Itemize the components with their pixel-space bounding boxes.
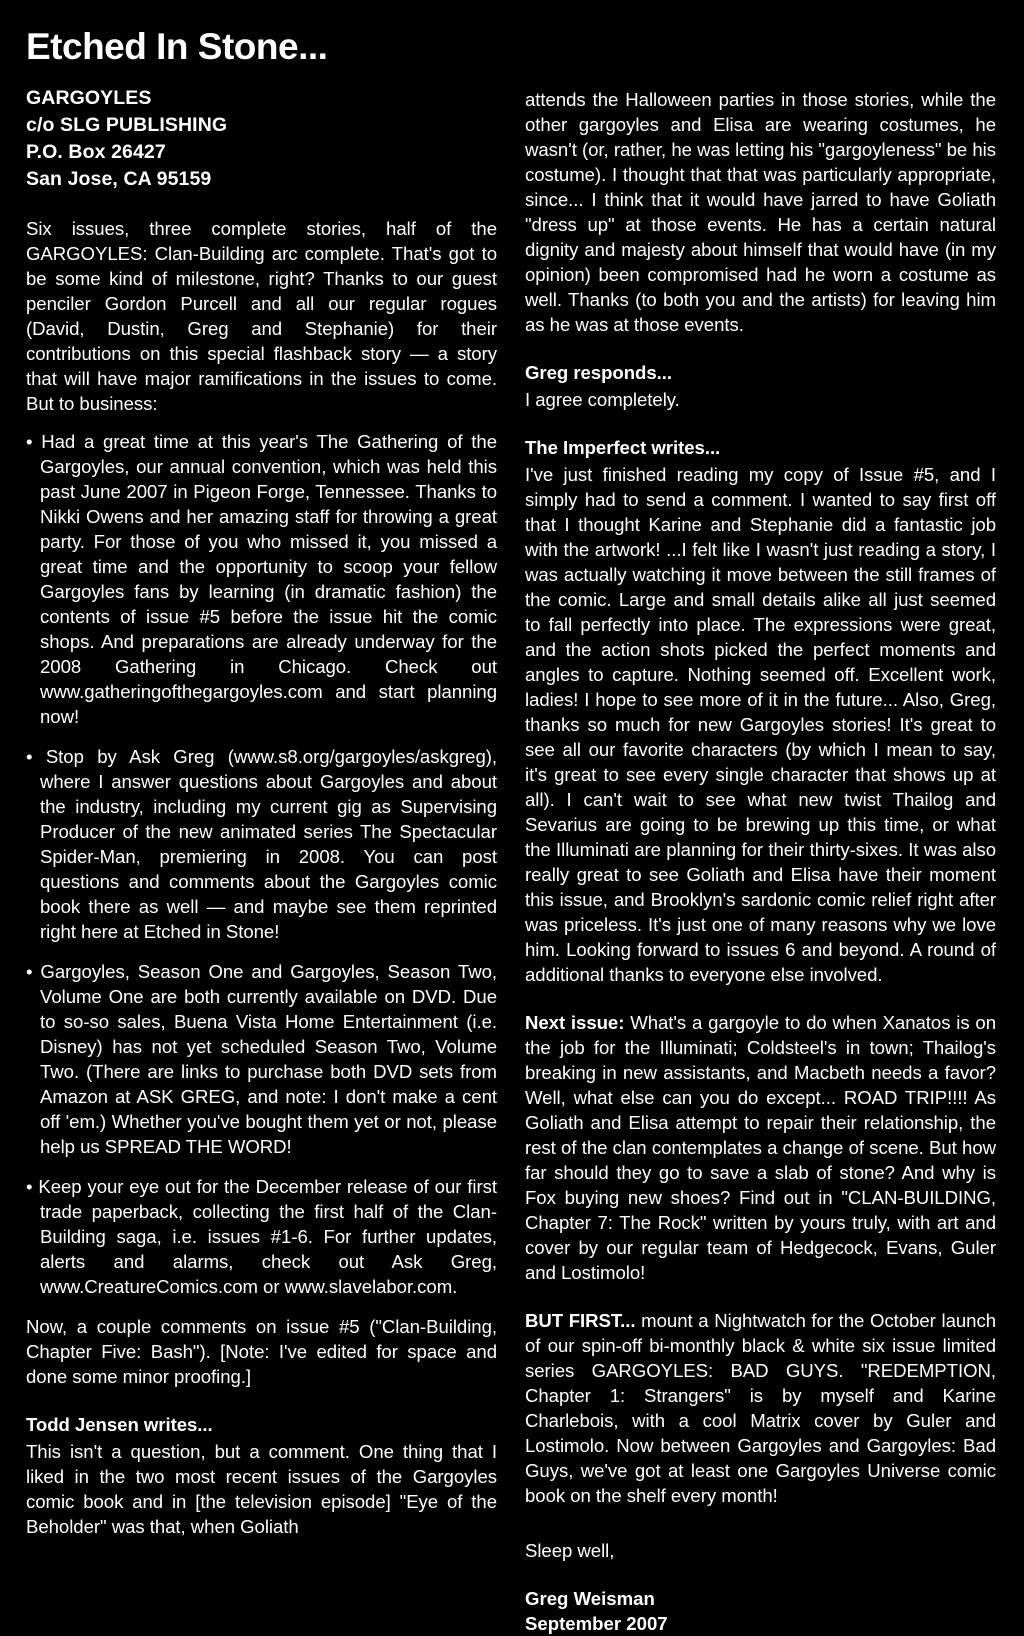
signature-block xyxy=(525,1586,996,1636)
spacer xyxy=(525,350,996,360)
but-first-lead: BUT FIRST... xyxy=(525,1309,636,1331)
intro-paragraph: Six issues, three complete stories, half of the GARGOYLES: Clan-Building arc complete. That's got to be some kind of milestone, right? Thanks to our guest penciler Gordon Purcell and all our regular rogues (David, Dustin, Greg and Stephanie) for their contributions on this special flashback story — a story that will have major ramifications in the issues to come. But to business: xyxy=(26,218,497,415)
spacer xyxy=(525,1000,996,1010)
spacer xyxy=(525,1521,996,1538)
editor-note: Now, a couple comments on issue #5 ("Clan-Building, Chapter Five: Bash"). [Note: I've edited for space and done some minor proofing.] xyxy=(26,1316,497,1388)
address-line-1: GARGOYLES xyxy=(26,86,152,109)
page-title: Etched In Stone... xyxy=(26,26,328,67)
response-header-greg: Greg responds... xyxy=(525,361,672,383)
but-first-body: mount a Nightwatch for the October launch of our spin-off bi-monthly black & white six issue limited series GARGOYLES: BAD GUYS. "REDEMPTION, Chapter 1: Strangers" is by myself and Karine Charlebois, with a cool Matrix cover by Guler and Lostimolo. Now between Gargoyles and Gargoyles: Bad Guys, we've got at least one Gargoyles Universe comic book on the shelf every month! xyxy=(525,1309,996,1506)
address-line-3: P.O. Box 26427 xyxy=(26,140,166,163)
response-body-greg: I agree completely. xyxy=(525,388,680,410)
spacer xyxy=(525,1298,996,1308)
letter-header-todd-jensen: Todd Jensen writes... xyxy=(26,1414,213,1436)
bullet-item: • Gargoyles, Season One and Gargoyles, Season Two, Volume One are both currently available on DVD. Due to so-so sales, Buena Vista Home Entertainment (i.e. Disney) has not yet scheduled Season Two, Volume Two. (There are links to purchase both DVD sets from Amazon at ASK GREG, and note: I don't make a cent off 'em.) Whether you've bought them yet or not, please help us SPREAD THE WORD! xyxy=(26,961,497,1158)
but-first-paragraph xyxy=(525,1308,996,1508)
spacer xyxy=(525,425,996,435)
letter-body-the-imperfect: I've just finished reading my copy of Issue #5, and I simply had to send a comment. I wanted to say first off that I thought Karine and Stephanie did a fantastic job with the artwork! ...I felt like I wasn't just reading a story, I was actually watching it move between the still frames of the comic. Large and small details alike all just seemed to fall perfectly into place. The expressions were great, and the action shots picked the perfect moments and angles to capture. Nothing seemed off. Excellent work, ladies! I hope to see more of it in the future... Also, Greg, thanks so much for new Gargoyles stories! It's great to see all our favorite characters (by which I mean to say, it's great to see every single character that shows up at all). I can't wait to see what new twist Thailog and Sevarius are going to be brewing up this time, or what the Illuminati are planning for their thirty-sixes. It was also really great to see Goliath and Elisa have their moment this issue, and Brooklyn's sardonic comic relief right after was priceless. It's just one of many reasons why we love him. Looking forward to issues 6 and beyond. A round of additional thanks to everyone else involved. xyxy=(525,463,996,985)
signoff: Sleep well, xyxy=(525,1539,615,1561)
right-column xyxy=(525,85,996,1636)
next-issue-lead: Next issue: xyxy=(525,1011,625,1033)
spacer xyxy=(26,1402,497,1412)
address-line-2: c/o SLG PUBLISHING xyxy=(26,113,228,136)
bullet-item: • Keep your eye out for the December release of our first trade paperback, collecting the first half of the Clan-Building saga, i.e. issues #1-6. For further updates, alerts and alarms, check out Ask Greg, www.CreatureComics.com or www.slavelabor.com. xyxy=(26,1176,497,1298)
bullet-item: • Had a great time at this year's The Gathering of the Gargoyles, our annual convention, which was held this past June 2007 in Pigeon Forge, Tennessee. Thanks to Nikki Owens and her amazing staff for throwing a great party. For those of you who missed it, you missed a great time and the opportunity to scoop your fellow Gargoyles fans by learning (in dramatic fashion) the contents of issue #5 before the issue hit the comic shops. And preparations are already underway for the 2008 Gathering in Chicago. Check out www.gatheringofthegargoyles.com and start planning now! xyxy=(26,431,497,728)
signature-name: Greg Weisman xyxy=(525,1587,655,1609)
signature-date: September 2007 xyxy=(525,1612,668,1634)
address-line-4: San Jose, CA 95159 xyxy=(26,167,212,190)
mailing-address xyxy=(26,85,497,193)
next-issue-body: What's a gargoyle to do when Xanatos is on the job for the Illuminati; Coldsteel's in town; Thailog's breaking in new assistants, and Macbeth needs a favor? Well, what else can you do except... ROAD TRIP!!!! As Goliath and Elisa attempt to repair their relationship, the rest of the clan contemplates a change of scene. But how far should they go to save a slab of stone? And why is Fox buying new shoes? Find out in "CLAN-BUILDING, Chapter 7: The Rock" written by yours truly, with art and cover by our regular team of Hedgecock, Evans, Guler and Lostimolo! xyxy=(525,1011,997,1283)
letter-body-continued: attends the Halloween parties in those stories, while the other gargoyles and Elisa are wearing costumes, he wasn't (or, rather, he was letting his "gargoyleness" be his costume). I thought that that was particularly appropriate, since... I think that it would have jarred to have Goliath "dress up" at those events. He has a certain natural dignity and majesty about himself that would have (in my opinion) been compromised had he worn a costume as well. Thanks (to both you and the artists) for leaving him as he was at those events. xyxy=(525,88,996,335)
letter-header-the-imperfect: The Imperfect writes... xyxy=(525,436,721,458)
letter-body-todd-jensen: This isn't a question, but a comment. One thing that I liked in the two most recent issues of the Gargoyles comic book and in [the television episode] "Eye of the Beholder" was that, when Goliath xyxy=(26,1441,497,1538)
bullet-item: • Stop by Ask Greg (www.s8.org/gargoyles/askgreg), where I answer questions about Gargoyles and about the industry, including my current gig as Supervising Producer of the new animated series The Spectacular Spider-Man, premiering in 2008. You can post questions and comments about the Gargoyles comic book there as well — and maybe see them reprinted right here at Etched in Stone! xyxy=(26,746,497,943)
two-column-layout xyxy=(26,85,998,1636)
next-issue-paragraph xyxy=(525,1010,996,1285)
spacer xyxy=(525,1576,996,1586)
left-column xyxy=(26,85,497,1540)
